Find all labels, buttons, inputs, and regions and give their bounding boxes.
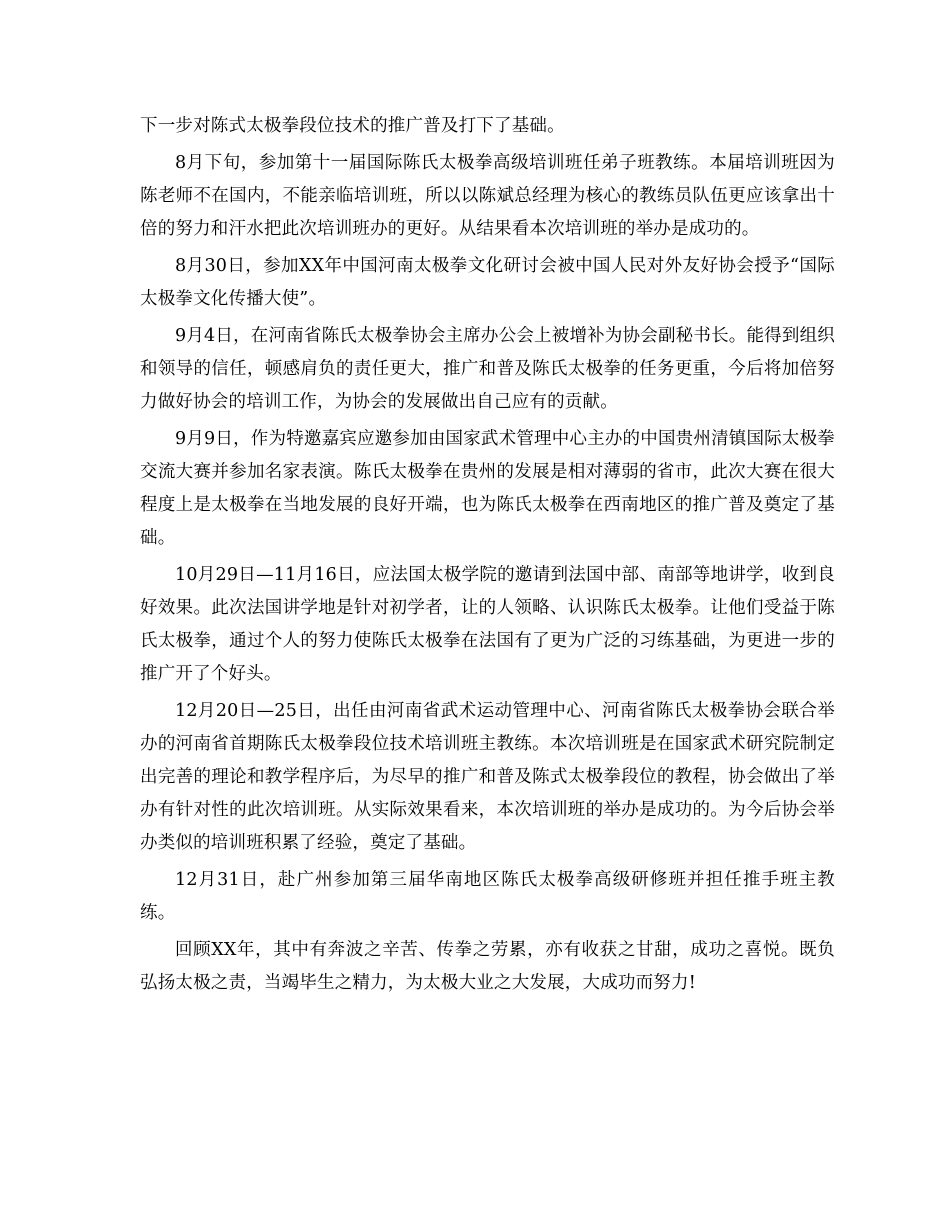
paragraph-review: 回顾XX年，其中有奔波之辛苦、传拳之劳累，亦有收获之甘甜，成功之喜悦。既负弘扬太极之责，当竭毕生之精力，为太极大业之大发展，大成功而努力! <box>140 940 835 993</box>
paragraph-sep-4: 9月4日，在河南省陈氏太极拳协会主席办公会上被增补为协会副秘书长。能得到组织和领导的信任，顿感肩负的责任更大，推广和普及陈氏太极拳的任务更重，今后将加倍努力做好协会的培训工作，为协会的发展做出自己应有的贡献。 <box>140 326 835 412</box>
paragraph-aug-30: 8月30日，参加XX年中国河南太极拳文化研讨会被中国人民对外友好协会授予“国际太极拳文化传播大使”。 <box>140 256 835 309</box>
paragraph-oct-29: 10月29日—11月16日，应法国太极学院的邀请到法国中部、南部等地讲学，收到良好效果。此次法国讲学地是针对初学者，让的人领略、认识陈氏太极拳。让他们受益于陈氏太极拳，通过个人的努力使陈氏太极拳在法国有了更为广泛的习练基础，为更进一步的推广开了个好头。 <box>140 565 835 684</box>
paragraph-dec-20: 12月20日—25日，出任由河南省武术运动管理中心、河南省陈氏太极拳协会联合举办的河南省首期陈氏太极拳段位技术培训班主教练。本次培训班是在国家武术研究院制定出完善的理论和教学程序后，为尽早的推广和普及陈式太极拳段位的教程，协会做出了举办有针对性的此次培训班。从实际效果看来，本次培训班的举办是成功的。为今后协会举办类似的培训班积累了经验，奠定了基础。 <box>140 701 835 853</box>
paragraph-sep-9: 9月9日，作为特邀嘉宾应邀参加由国家武术管理中心主办的中国贵州清镇国际太极拳交流大赛并参加名家表演。陈氏太极拳在贵州的发展是相对薄弱的省市，此次大赛在很大程度上是太极拳在当地发展的良好开端，也为陈氏太极拳在西南地区的推广普及奠定了基础。 <box>140 429 835 548</box>
paragraph-aug-late: 8月下旬，参加第十一届国际陈氏太极拳高级培训班任弟子班教练。本届培训班因为陈老师不在国内，不能亲临培训班，所以以陈斌总经理为核心的教练员队伍更应该拿出十倍的努力和汗水把此次培训班办的更好。从结果看本次培训班的举办是成功的。 <box>140 153 835 239</box>
document-page <box>140 110 835 1004</box>
paragraph-continuation: 下一步对陈式太极拳段位技术的推广普及打下了基础。 <box>140 116 565 136</box>
paragraph-dec-31: 12月31日，赴广州参加第三届华南地区陈氏太极拳高级研修班并担任推手班主教练。 <box>140 870 835 923</box>
